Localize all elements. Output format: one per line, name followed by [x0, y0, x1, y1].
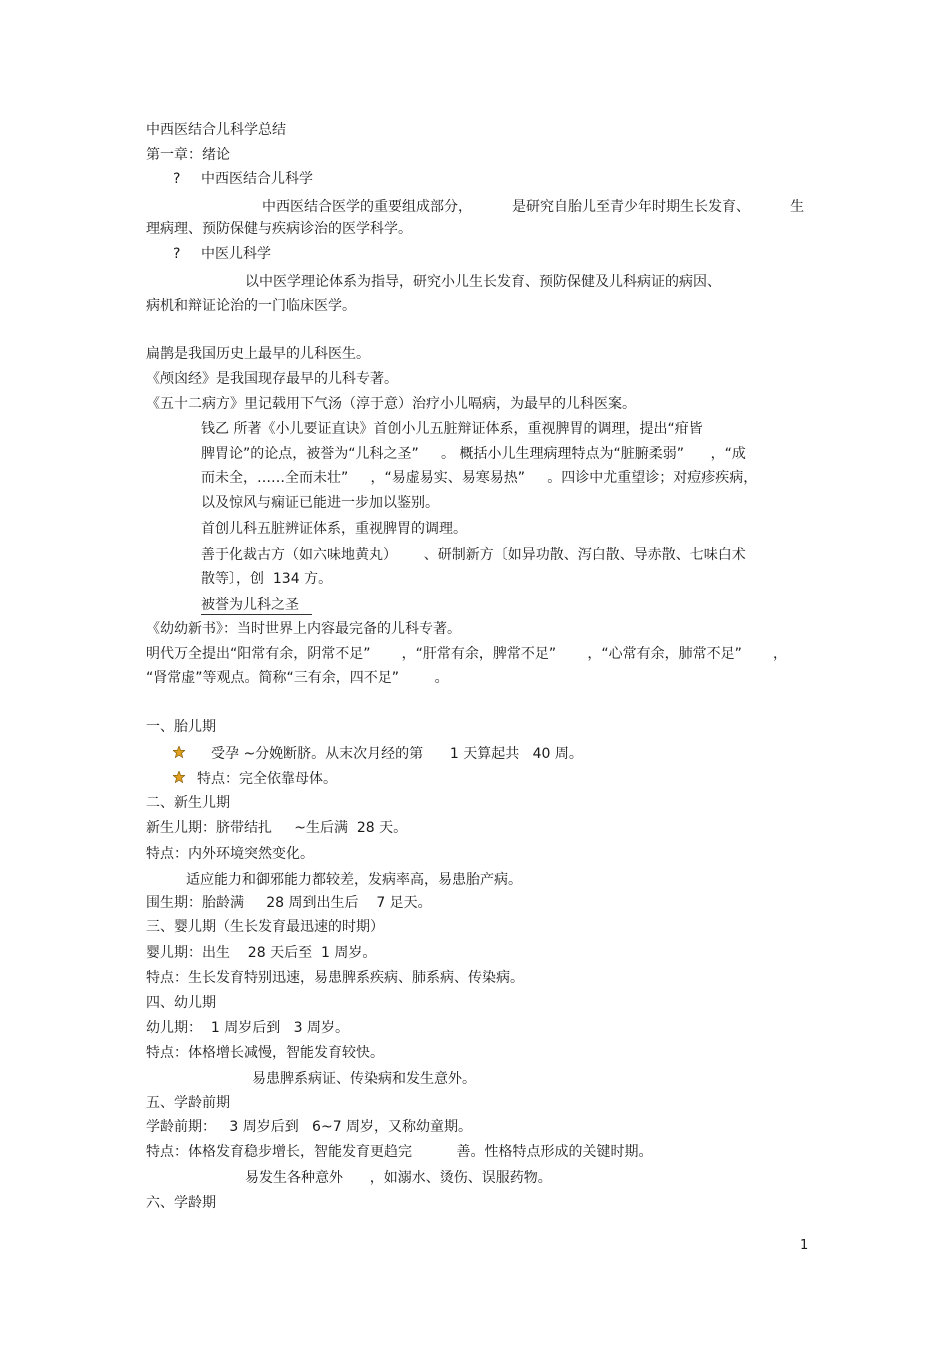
- list-item: 受孕 ~分娩断脐。从末次月经的第 1 天算起共 40 周。: [211, 746, 583, 762]
- text-line: 学龄前期： 3 周岁后到 6~7 周岁，又称幼童期。: [146, 1119, 473, 1135]
- text-line: 特点：体格发育稳步增长，智能发育更趋完 善。性格特点形成的关键时期。: [146, 1144, 653, 1160]
- paragraph-line: 善于化裁古方（如六味地黄丸） 、研制新方〔如异功散、泻白散、导赤散、七味白术: [201, 547, 746, 563]
- text-line: 新生儿期：脐带结扎 ~生后满 28 天。: [146, 820, 408, 836]
- paragraph-line: 以及惊风与痫证已能进一步加以鉴别。: [201, 495, 439, 511]
- question-mark-bullet: ?: [173, 246, 181, 262]
- paragraph-line: 以中医学理论体系为指导，研究小儿生长发育、预防保健及儿科病证的病因、: [245, 274, 721, 290]
- paragraph-line: 中西医结合医学的重要组成部分， 是研究自胎儿至青少年时期生长发育、 生: [262, 199, 805, 215]
- text-line: 易患脾系病证、传染病和发生意外。: [252, 1071, 476, 1087]
- question-mark-bullet: ?: [173, 171, 181, 187]
- text-line: 《幼幼新书》：当时世界上内容最完备的儿科专著。: [146, 621, 461, 637]
- list-item: 特点：完全依靠母体。: [197, 771, 337, 787]
- paragraph-line: 理病理、预防保健与疾病诊治的医学科学。: [146, 221, 412, 237]
- paragraph-line: 首创儿科五脏辨证体系，重视脾胃的调理。: [201, 521, 467, 537]
- text-line: 扁鹊是我国历史上最早的儿科医生。: [146, 346, 370, 362]
- section-heading: 六、学龄期: [146, 1195, 216, 1211]
- section-heading: 五、学龄前期: [146, 1095, 230, 1111]
- star-bullet-icon: [173, 746, 185, 758]
- paragraph-line: 而未全，……全而未壮” ，“易虚易实、易寒易热” 。四诊中尤重望诊；对痘疹疾病，: [201, 470, 758, 486]
- section-heading: 一、胎儿期: [146, 719, 216, 735]
- text-line: 特点：生长发育特别迅速，易患脾系疾病、肺系病、传染病。: [146, 970, 524, 986]
- text-line: 特点：内外环境突然变化。: [146, 846, 314, 862]
- paragraph-line: 明代万全提出“阳常有余，阴常不足” ，“肝常有余，脾常不足” ，“心常有余，肺常不足” ，: [146, 646, 787, 662]
- paragraph-line: “肾常虚”等观点。简称“三有余，四不足” 。: [146, 670, 449, 686]
- underlined-text: 被誉为儿科之圣: [201, 597, 313, 613]
- text-line: 围生期：胎龄满 28 周到出生后 7 足天。: [146, 895, 432, 911]
- star-bullet-icon: [173, 771, 185, 783]
- paragraph-line: 散等〕，创 134 方。: [201, 571, 333, 587]
- doc-title: 中西医结合儿科学总结: [146, 122, 286, 138]
- text-line: 《五十二病方》里记载用下气汤（淳于意）治疗小儿嗝病，为最早的儿科医案。: [146, 396, 636, 412]
- paragraph-line: 病机和辩证论治的一门临床医学。: [146, 298, 356, 314]
- text-line: 幼儿期： 1 周岁后到 3 周岁。: [146, 1020, 349, 1036]
- subheading-integrated-pediatrics: 中西医结合儿科学: [201, 171, 313, 187]
- paragraph-line: 脾胃论”的论点，被誉为“儿科之圣” 。 概括小儿生理病理特点为“脏腑柔弱” ，“成: [201, 446, 746, 462]
- subheading-tcm-pediatrics: 中医儿科学: [201, 246, 271, 262]
- text-line: 特点：体格增长减慢，智能发育较快。: [146, 1045, 384, 1061]
- text-line: 《颅囟经》是我国现存最早的儿科专著。: [146, 371, 398, 387]
- text-line: 婴儿期：出生 28 天后至 1 周岁。: [146, 945, 377, 961]
- page-number: 1: [800, 1238, 809, 1253]
- paragraph-line: 钱乙 所著《小儿要证直诀》首创小儿五脏辩证体系，重视脾胃的调理，提出“疳皆: [201, 421, 703, 437]
- chapter-heading: 第一章：绪论: [146, 147, 230, 163]
- text-line: 适应能力和御邪能力都较差，发病率高，易患胎产病。: [186, 872, 522, 888]
- section-heading: 四、幼儿期: [146, 995, 216, 1011]
- text-line: 易发生各种意外 ，如溺水、烫伤、误服药物。: [245, 1170, 552, 1186]
- underlined-line: [201, 596, 312, 614]
- section-heading: 三、婴儿期（生长发育最迅速的时期）: [146, 919, 384, 935]
- section-heading: 二、新生儿期: [146, 795, 230, 811]
